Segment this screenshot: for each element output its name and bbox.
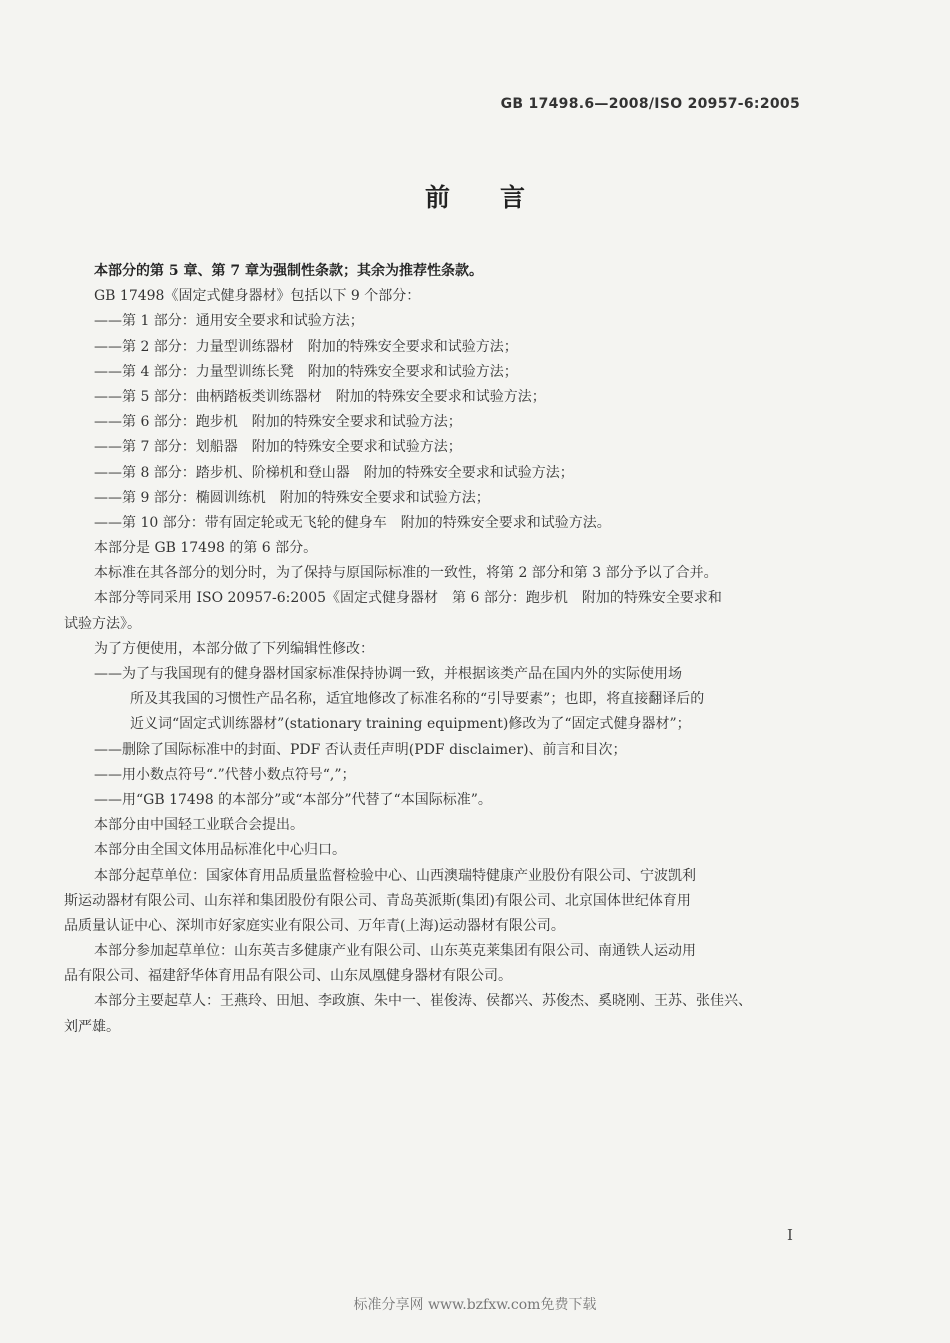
paragraph: 本部分参加起草单位：山东英吉多健康产业有限公司、山东英克莱集团有限公司、南通铁人运动用 [94, 943, 696, 960]
part-list-item: ——第 7 部分：划船器 附加的特殊安全要求和试验方法； [94, 439, 462, 456]
paragraph: 本标准在其各部分的划分时，为了保持与原国际标准的一致性，将第 2 部分和第 3 部分予以了合并。 [94, 565, 718, 582]
page-number: I [787, 1226, 793, 1244]
paragraph: 本部分由中国轻工业联合会提出。 [94, 817, 304, 834]
part-list-item: ——第 6 部分：跑步机 附加的特殊安全要求和试验方法； [94, 414, 462, 431]
page-title: 前言 [424, 183, 575, 212]
modification-item-continuation: 近义词“固定式训练器材”(stationary training equipment)修改为了“固定式健身器材”； [130, 716, 691, 733]
paragraph-continuation: 斯运动器材有限公司、山东祥和集团股份有限公司、青岛英派斯(集团)有限公司、北京国体世纪体育用 [64, 892, 691, 909]
part-list-item: ——第 1 部分：通用安全要求和试验方法； [94, 313, 364, 330]
paragraph: 为了方便使用，本部分做了下列编辑性修改： [94, 640, 374, 657]
modification-item: ——删除了国际标准中的封面、PDF 否认责任声明(PDF disclaimer)、前言和目次； [94, 741, 627, 758]
modification-item-continuation: 所及其我国的习惯性产品名称，适宜地修改了标准名称的“引导要素”；也即，将直接翻译后的 [130, 691, 705, 708]
modification-item: ——用“GB 17498 的本部分”或“本部分”代替了“本国际标准”。 [94, 791, 492, 808]
paragraph: 本部分起草单位：国家体育用品质量监督检验中心、山西澳瑞特健康产业股份有限公司、宁波凯利 [94, 867, 696, 884]
paragraph: GB 17498《固定式健身器材》包括以下 9 个部分： [94, 288, 421, 305]
site-watermark: 标准分享网 www.bzfxw.com免费下载 [353, 1297, 597, 1313]
paragraph: 本部分是 GB 17498 的第 6 部分。 [94, 540, 318, 557]
standard-number: GB 17498.6—2008/ISO 20957-6:2005 [500, 96, 800, 112]
part-list-item: ——第 9 部分：椭圆训练机 附加的特殊安全要求和试验方法； [94, 489, 490, 506]
part-list-item: ——第 4 部分：力量型训练长凳 附加的特殊安全要求和试验方法； [94, 363, 518, 380]
foreword-body [64, 259, 804, 1040]
mandatory-clause-statement: 本部分的第 5 章、第 7 章为强制性条款；其余为推荐性条款。 [94, 263, 483, 279]
paragraph: 本部分等同采用 ISO 20957-6:2005《固定式健身器材 第 6 部分：跑步机 附加的特殊安全要求和 [94, 590, 722, 607]
paragraph-continuation: 品质量认证中心、深圳市好家庭实业有限公司、万年青(上海)运动器材有限公司。 [64, 917, 565, 934]
part-list-item: ——第 2 部分：力量型训练器材 附加的特殊安全要求和试验方法； [94, 338, 518, 355]
paragraph-continuation: 品有限公司、福建舒华体育用品有限公司、山东凤凰健身器材有限公司。 [64, 968, 512, 985]
part-list-item: ——第 8 部分：踏步机、阶梯机和登山器 附加的特殊安全要求和试验方法； [94, 464, 574, 481]
paragraph-continuation: 试验方法》。 [64, 615, 141, 632]
part-list-item: ——第 5 部分：曲柄踏板类训练器材 附加的特殊安全要求和试验方法； [94, 388, 546, 405]
modification-item: ——用小数点符号“.”代替小数点符号“,”； [94, 766, 356, 783]
part-list-item: ——第 10 部分：带有固定轮或无飞轮的健身车 附加的特殊安全要求和试验方法。 [94, 514, 611, 531]
paragraph: 本部分由全国文体用品标准化中心归口。 [94, 842, 346, 859]
paragraph-continuation: 刘严雄。 [64, 1018, 120, 1035]
modification-item: ——为了与我国现有的健身器材国家标准保持协调一致，并根据该类产品在国内外的实际使用场 [94, 666, 682, 682]
paragraph: 本部分主要起草人：王燕玲、田旭、李政旗、朱中一、崔俊涛、侯都兴、苏俊杰、奚晓刚、王苏、张佳兴、 [94, 993, 752, 1010]
